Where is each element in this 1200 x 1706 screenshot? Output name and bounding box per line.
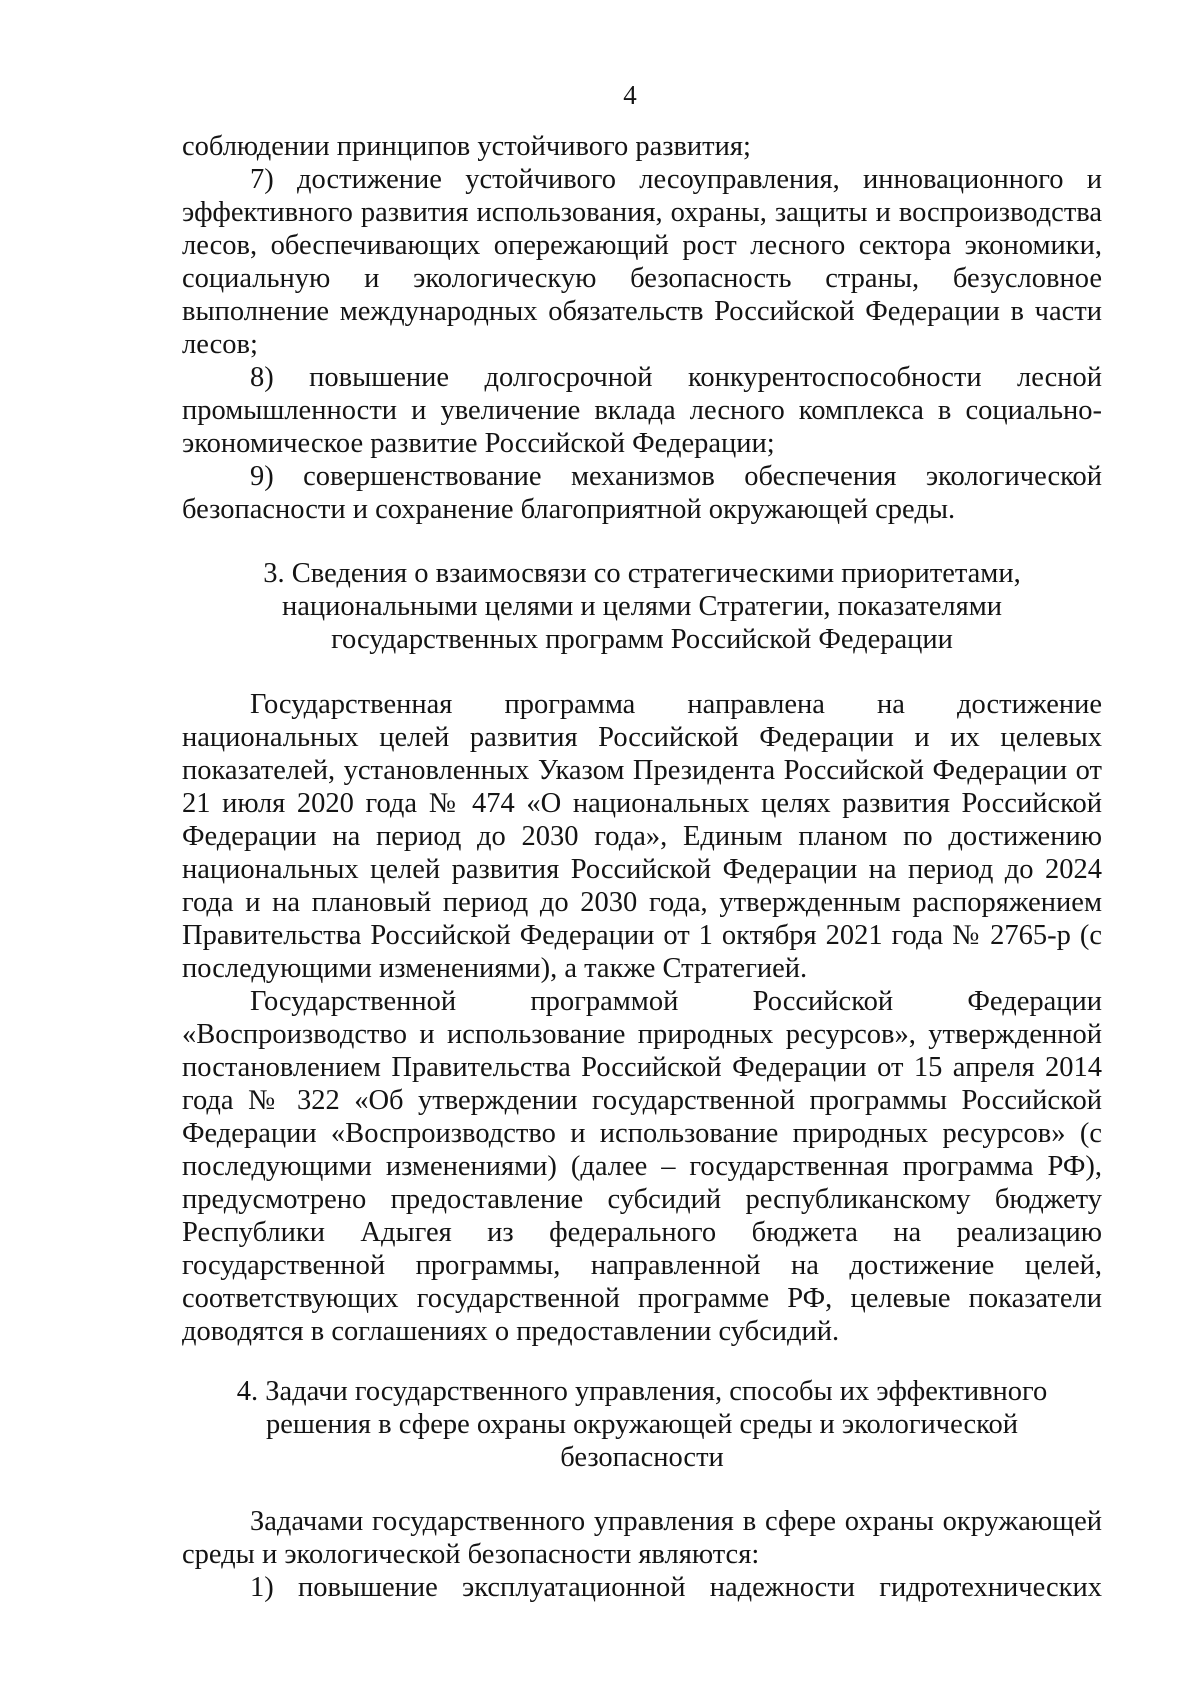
section-3-paragraph-2: Государственной программой Российской Федерации «Воспроизводство и использование природных ресурсов», утвержденной постановлением Правительства Российской Федерации от 15 апреля 2014 года № 322 «Об утверждении государственной программы Российской Федерации «Воспроизводство и использование природных ресурсов» (с последующими изменениями) (далее – государственная программа РФ), предусмотрено предоставление субсидий республиканскому бюджету Республики Адыгея из федерального бюджета на реализацию государственной программы, направленной на достижение целей, соответствующих государственной программе РФ, целевые показатели доводятся в соглашениях о предоставлении субсидий.	[182, 986, 1102, 1347]
section-3-heading-line: национальными целями и целями Стратегии, показателями	[281, 591, 1003, 622]
section-4-paragraph-1: Задачами государственного управления в сфере охраны окружающей среды и экологической безопасности являются:	[182, 1506, 1102, 1570]
goals-list-continuation	[182, 130, 1102, 526]
page-number: 4	[623, 80, 637, 110]
goal-item-8: 8) повышение долгосрочной конкурентоспособности лесной промышленности и увеличение вклада лесного комплекса в социально-экономическое развитие Российской Федерации;	[182, 362, 1102, 459]
section-3-body	[182, 688, 1102, 1348]
paragraph-continuation: соблюдении принципов устойчивого развития;	[182, 131, 751, 162]
section-3-heading	[182, 557, 1102, 656]
section-4-task-item-1: 1) повышение эксплуатационной надежности гидротехнических	[250, 1572, 1102, 1603]
goal-item-7: 7) достижение устойчивого лесоуправления, инновационного и эффективного развития использования, охраны, защиты и воспроизводства лесов, обеспечивающих опережающий рост лесного сектора экономики, социальную и экологическую безопасность страны, безусловное выполнение международных обязательств Российской Федерации в части лесов;	[182, 164, 1102, 360]
section-3-paragraph-1: Государственная программа направлена на достижение национальных целей развития Российской Федерации и их целевых показателей, установленных Указом Президента Российской Федерации от 21 июля 2020 года № 474 «О национальных целях развития Российской Федерации на период до 2030 года», Единым планом по достижению национальных целей развития Российской Федерации на период до 2024 года и на плановый период до 2030 года, утвержденным распоряжением Правительства Российской Федерации от 1 октября 2021 года № 2765-р (с последующими изменениями), а также Стратегией.	[182, 689, 1102, 984]
goal-item-9: 9) совершенствование механизмов обеспечения экологической безопасности и сохранение благоприятной окружающей среды.	[182, 461, 1102, 525]
section-4-body	[182, 1505, 1102, 1604]
section-4-heading-line: 4. Задачи государственного управления, способы их эффективного	[236, 1376, 1048, 1407]
section-4-heading	[182, 1375, 1102, 1474]
section-4-heading-line: решения в сфере охраны окружающей среды и экологической	[265, 1409, 1019, 1440]
section-4-heading-line: безопасности	[560, 1442, 724, 1473]
section-3-heading-line: государственных программ Российской Федерации	[331, 624, 953, 655]
section-3-heading-line: 3. Сведения о взаимосвязи со стратегическими приоритетами,	[263, 558, 1021, 589]
